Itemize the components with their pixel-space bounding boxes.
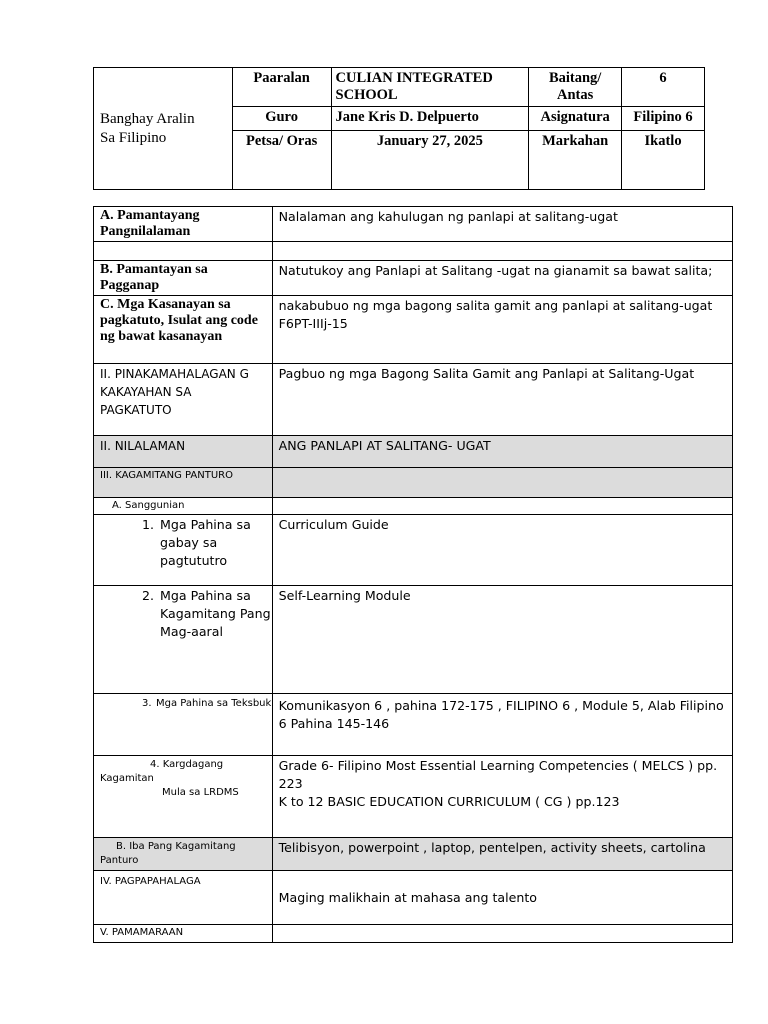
table-row bbox=[94, 586, 733, 694]
date-label: Petsa/ Oras bbox=[232, 131, 331, 190]
competency-label: C. Mga Kasanayan sa pagkatuto, Isulat ang code ng bawat kasanayan bbox=[94, 296, 273, 364]
teacher-guide-pages-label bbox=[94, 515, 273, 586]
content-value: ANG PANLAPI AT SALITANG- UGAT bbox=[272, 436, 732, 468]
materials-label: III. KAGAMITANG PANTURO bbox=[94, 468, 273, 498]
content-standard-label: A. Pamantayang Pangnilalaman bbox=[94, 207, 273, 242]
table-row bbox=[94, 296, 733, 364]
essential-skill-label: II. PINAKAMAHALAGAN G KAKAYAHAN SA PAGKATUTO bbox=[94, 364, 273, 436]
grade-value: 6 bbox=[622, 68, 705, 107]
procedure-label: V. PAMAMARAAN bbox=[94, 925, 273, 943]
table-row bbox=[94, 436, 733, 468]
learner-material-pages-value: Self-Learning Module bbox=[272, 586, 732, 694]
lesson-plan-title bbox=[94, 68, 233, 190]
title-line-1: Banghay Aralin bbox=[100, 110, 195, 127]
table-row bbox=[94, 242, 733, 261]
essential-skill-value: Pagbuo ng mga Bagong Salita Gamit ang Panlapi at Salitang-Ugat bbox=[272, 364, 732, 436]
other-materials-label: B. Iba Pang Kagamitang Panturo bbox=[94, 838, 273, 871]
title-line-2: Sa Filipino bbox=[100, 129, 167, 146]
grade-label: Baitang/ Antas bbox=[529, 68, 622, 107]
quarter-label: Markahan bbox=[529, 131, 622, 190]
table-row bbox=[94, 838, 733, 871]
content-label: II. NILALAMAN bbox=[94, 436, 273, 468]
performance-standard-value: Natutukoy ang Panlapi at Salitang -ugat na gianamit sa bawat salita; bbox=[272, 261, 732, 296]
table-row bbox=[94, 871, 733, 925]
competency-code: F6PT-IIIj-15 bbox=[278, 316, 348, 331]
table-row bbox=[94, 756, 733, 838]
school-value: CULIAN INTEGRATED SCHOOL bbox=[331, 68, 529, 107]
references-label: A. Sanggunian bbox=[94, 498, 273, 515]
item-text: Mga Pahina sa gabay sa pagtututro bbox=[160, 517, 251, 568]
item-number: 1. bbox=[142, 517, 155, 532]
subject-label: Asignatura bbox=[529, 107, 622, 131]
table-row bbox=[94, 207, 733, 242]
table-row bbox=[94, 364, 733, 436]
textbook-pages-label bbox=[94, 694, 273, 756]
table-row bbox=[94, 498, 733, 515]
learner-material-pages-label bbox=[94, 586, 273, 694]
competency-text: nakabubuo ng mga bagong salita gamit ang panlapi at salitang-ugat bbox=[278, 298, 713, 313]
subject-value: Filipino 6 bbox=[622, 107, 705, 131]
table-row bbox=[94, 468, 733, 498]
item-number: 3. bbox=[142, 698, 152, 709]
teacher-label: Guro bbox=[232, 107, 331, 131]
textbook-pages-value: Komunikasyon 6 , pahina 172-175 , FILIPINO 6 , Module 5, Alab Filipino 6 Pahina 145-146 bbox=[272, 694, 732, 756]
teacher-guide-pages-value: Curriculum Guide bbox=[272, 515, 732, 586]
other-materials-value: Telibisyon, powerpoint , laptop, pentelpen, activity sheets, cartolina bbox=[272, 838, 732, 871]
table-row bbox=[94, 925, 733, 943]
lrdms-label: 4. Kargdagang Kagamitan Mula sa LRDMS bbox=[94, 756, 273, 838]
teacher-value: Jane Kris D. Delpuerto bbox=[331, 107, 529, 131]
date-value: January 27, 2025 bbox=[331, 131, 529, 190]
lrdms-value: Grade 6- Filipino Most Essential Learning Competencies ( MELCS ) pp. 223 K to 12 BASIC EDUCATION CURRICULUM ( CG ) pp.123 bbox=[272, 756, 732, 838]
item-text: Mga Pahina sa Teksbuk bbox=[156, 698, 272, 709]
valuing-label: IV. PAGPAPAHALAGA bbox=[94, 871, 273, 925]
item-number: 2. bbox=[142, 588, 155, 603]
valuing-value: Maging malikhain at mahasa ang talento bbox=[272, 871, 732, 925]
performance-standard-label: B. Pamantayan sa Pagganap bbox=[94, 261, 273, 296]
table-row bbox=[94, 694, 733, 756]
table-row bbox=[94, 515, 733, 586]
table-row bbox=[94, 261, 733, 296]
school-label: Paaralan bbox=[232, 68, 331, 107]
competency-value bbox=[272, 296, 732, 364]
header-table bbox=[93, 67, 705, 190]
item-text: Mga Pahina sa Kagamitang Pang Mag-aaral bbox=[160, 588, 271, 639]
content-standard-value: Nalalaman ang kahulugan ng panlapi at salitang-ugat bbox=[272, 207, 732, 242]
lesson-plan-table bbox=[93, 206, 733, 943]
quarter-value: Ikatlo bbox=[622, 131, 705, 190]
